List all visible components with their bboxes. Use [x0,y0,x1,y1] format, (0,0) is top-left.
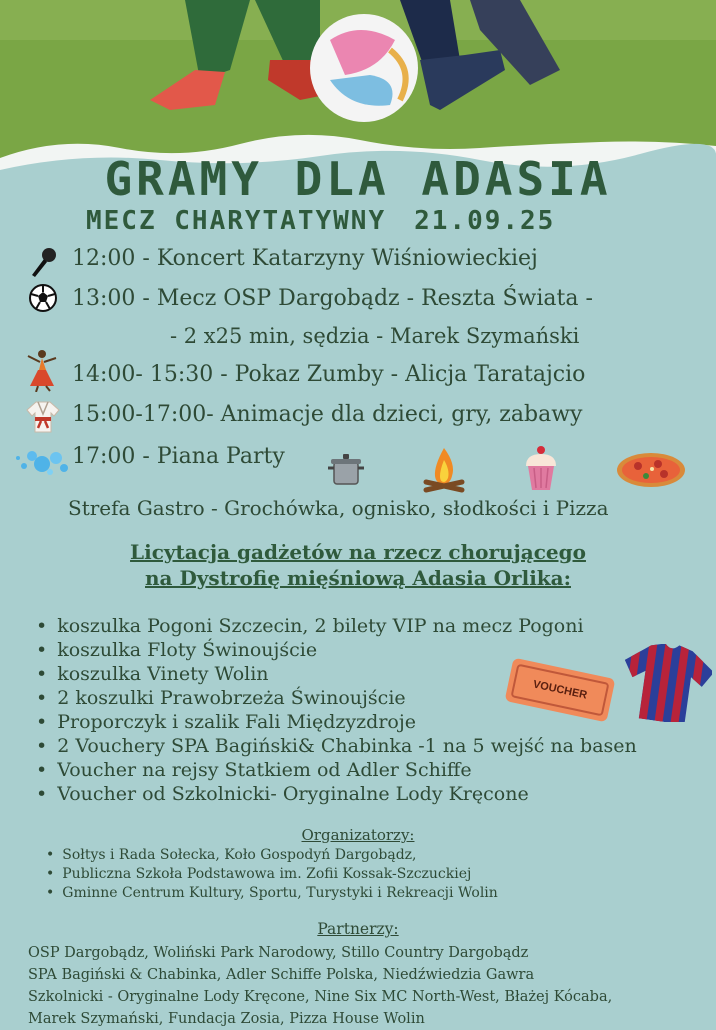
auction-heading-line1: Licytacja gadżetów na rzecz chorującego [130,540,586,564]
soccer-ball-icon [28,283,58,313]
subtitle-text: MECZ CHARYTATYWNY [86,206,387,236]
auction-items-list [36,614,637,806]
list-item: • Gminne Centrum Kultury, Sportu, Turystyki i Rekreacji Wolin [46,884,498,903]
pizza-icon [616,452,686,488]
voucher-label: VOUCHER [510,664,609,717]
bubbles-icon [12,444,70,480]
list-item: • koszulka Floty Świnoujście [36,638,637,662]
list-item: • Sołtys i Rada Sołecka, Koło Gospodyń Dargobądz, [46,846,498,865]
dancer-icon [24,348,60,392]
list-item: • Proporczyk i szalik Fali Międzyzdroje [36,710,637,734]
microphone-icon [28,246,58,278]
page-title: GRAMY DLA ADASIA [104,152,612,206]
partners-line: Marek Szymański, Fundacja Zosia, Pizza House Wolin [28,1011,425,1027]
partners-line: OSP Dargobądz, Woliński Park Narodowy, Stillo Country Dargobądz [28,945,529,961]
partners-line: Szkolnicki - Oryginalne Lody Kręcone, Nine Six MC North-West, Błażej Kócaba, [28,989,613,1005]
schedule-item-match: 13:00 - Mecz OSP Dargobądz - Reszta Świata - [72,286,593,311]
list-item: • Voucher od Szkolnicki- Oryginalne Lody Kręcone [36,782,637,806]
campfire-icon [420,446,468,496]
schedule-item-animations: 15:00-17:00- Animacje dla dzieci, gry, zabawy [72,402,583,427]
kimono-icon [26,400,60,434]
list-item: • 2 koszulki Prawobrzeża Świnoujście [36,686,637,710]
organizers-heading: Organizatorzy: [301,826,415,844]
schedule-item-foam-party: 17:00 - Piana Party [72,444,285,469]
schedule-item-match-details: - 2 x25 min, sędzia - Marek Szymański [170,324,580,348]
auction-heading-line2: na Dystrofię mięśniową Adasia Orlika: [145,566,571,590]
list-item: • Publiczna Szkoła Podstawowa im. Zofii Kossak-Szczuckiej [46,865,498,884]
event-date: 21.09.25 [414,206,556,236]
pot-icon [326,452,366,488]
cupcake-icon [522,444,560,492]
list-item: • 2 Vouchery SPA Bagiński& Chabinka -1 na 5 wejść na basen [36,734,637,758]
schedule-item-concert: 12:00 - Koncert Katarzyny Wiśniowieckiej [72,246,538,271]
organizers-list [46,846,498,903]
list-item: • koszulka Pogoni Szczecin, 2 bilety VIP na mecz Pogoni [36,614,637,638]
jersey-icon [622,644,712,722]
partners-heading: Partnerzy: [317,920,399,938]
event-subtitle [86,206,555,236]
list-item: • Voucher na rejsy Statkiem od Adler Schiffe [36,758,637,782]
gastro-zone: Strefa Gastro - Grochówka, ognisko, słodkości i Pizza [68,496,609,520]
schedule-item-zumba: 14:00- 15:30 - Pokaz Zumby - Alicja Taratajcio [72,362,586,387]
list-item: • koszulka Vinety Wolin [36,662,637,686]
partners-line: SPA Bagiński & Chabinka, Adler Schiffe Polska, Niedźwiedzia Gawra [28,967,535,983]
partners-list [28,942,708,1030]
